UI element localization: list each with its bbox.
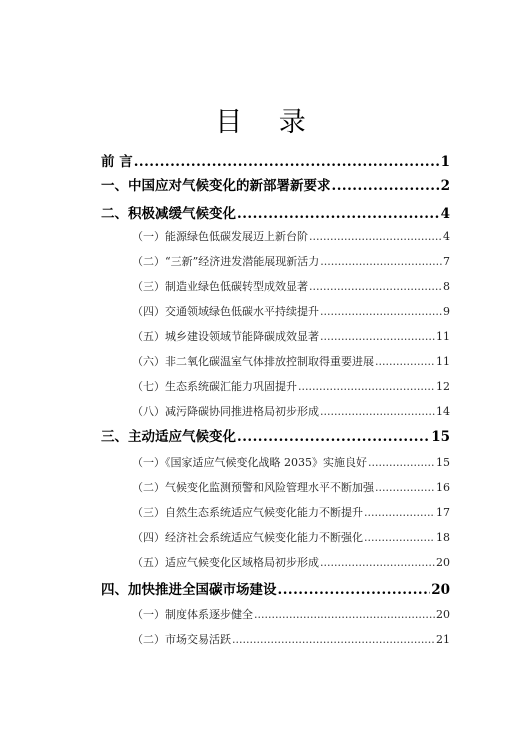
toc-leader-dots bbox=[375, 352, 435, 372]
toc-page-number: 16 bbox=[436, 481, 450, 494]
toc-section-entry[interactable] bbox=[132, 302, 450, 322]
toc-entry-label: （一）能源绿色低碳发展迈上新台阶 bbox=[132, 230, 308, 243]
toc-section-entry[interactable] bbox=[132, 528, 450, 548]
toc-page-number: 11 bbox=[436, 355, 450, 368]
toc-leader-dots bbox=[320, 302, 442, 322]
toc-leader-dots bbox=[364, 528, 435, 548]
toc-leader-dots bbox=[309, 277, 442, 297]
toc-entry-label: （三）自然生态系统适应气候变化能力不断提升 bbox=[132, 506, 363, 519]
toc-page-number: 20 bbox=[431, 582, 450, 598]
toc-section-entry[interactable] bbox=[132, 227, 450, 247]
toc-page-number: 11 bbox=[436, 330, 450, 343]
toc-entry-label: 前 言 bbox=[101, 154, 133, 170]
toc-page-number: 15 bbox=[431, 429, 450, 445]
toc-page-number: 18 bbox=[436, 531, 450, 544]
toc-section-entry[interactable] bbox=[132, 252, 450, 272]
toc-section-entry[interactable] bbox=[132, 478, 450, 498]
toc-leader-dots bbox=[320, 327, 435, 347]
toc-page-number: 15 bbox=[436, 456, 450, 469]
toc-page-number: 4 bbox=[440, 206, 450, 222]
toc-page-number: 4 bbox=[443, 230, 450, 243]
toc-entry-label: （四）经济社会系统适应气候变化能力不断强化 bbox=[132, 531, 363, 544]
toc-leader-dots bbox=[364, 503, 435, 523]
toc-leader-dots bbox=[232, 630, 435, 650]
toc-section-entry[interactable] bbox=[132, 605, 450, 625]
toc-section-entry[interactable] bbox=[132, 277, 450, 297]
toc-entry-label: （二）气候变化监测预警和风险管理水平不断加强 bbox=[132, 481, 374, 494]
toc-leader-dots bbox=[237, 202, 440, 226]
toc-leader-dots bbox=[134, 150, 440, 174]
toc-entry-label: 二、积极减缓气候变化 bbox=[101, 206, 236, 222]
toc-entry-label: （二）“三新”经济进发潜能展现新活力 bbox=[132, 255, 320, 268]
toc-entry-label: 一、中国应对气候变化的新部署新要求 bbox=[101, 178, 331, 194]
toc-page-number: 7 bbox=[443, 255, 450, 268]
toc-page-number: 20 bbox=[436, 608, 450, 621]
toc-entry-label: （七）生态系统碳汇能力巩固提升 bbox=[132, 380, 297, 393]
toc-page-number: 12 bbox=[436, 380, 450, 393]
toc-leader-dots bbox=[332, 174, 440, 198]
toc-entry-label: 三、主动适应气候变化 bbox=[101, 429, 236, 445]
toc-section-entry[interactable] bbox=[132, 327, 450, 347]
toc-entry-label: （五）城乡建设领域节能降碳成效显著 bbox=[132, 330, 319, 343]
toc-entry-label: （三）制造业绿色低碳转型成效显著 bbox=[132, 280, 308, 293]
toc-section-entry[interactable] bbox=[132, 453, 450, 473]
toc-entry-label: （一）制度体系逐步健全 bbox=[132, 608, 253, 621]
toc-entry-label: （五）适应气候变化区域格局初步形成 bbox=[132, 556, 319, 569]
toc-entry-label: （六）非二氧化碳温室气体排放控制取得重要进展 bbox=[132, 355, 374, 368]
toc-section-entry[interactable] bbox=[132, 553, 450, 573]
toc-chapter-entry[interactable] bbox=[101, 174, 450, 198]
toc-leader-dots bbox=[320, 553, 435, 573]
toc-entry-label: （八）减污降碳协同推进格局初步形成 bbox=[132, 405, 319, 418]
toc-chapter-entry[interactable] bbox=[101, 150, 450, 174]
toc-leader-dots bbox=[237, 425, 430, 449]
toc-entry-label: （一）《国家适应气候变化战略 2035》实施良好 bbox=[132, 456, 367, 469]
toc-section-entry[interactable] bbox=[132, 503, 450, 523]
toc-entry-label: （二）市场交易活跃 bbox=[132, 633, 231, 646]
toc-page-number: 2 bbox=[440, 178, 450, 194]
toc-leader-dots bbox=[309, 227, 442, 247]
page-title: 目 录 bbox=[215, 107, 320, 138]
toc-page-number: 1 bbox=[440, 154, 450, 170]
toc-page-number: 21 bbox=[436, 633, 450, 646]
toc-page-number: 8 bbox=[443, 280, 450, 293]
toc-leader-dots bbox=[298, 377, 435, 397]
toc-section-entry[interactable] bbox=[132, 402, 450, 422]
toc-leader-dots bbox=[320, 252, 442, 272]
toc-chapter-entry[interactable] bbox=[101, 578, 450, 602]
toc-page-number: 9 bbox=[443, 305, 450, 318]
toc-chapter-entry[interactable] bbox=[101, 202, 450, 226]
toc-section-entry[interactable] bbox=[132, 377, 450, 397]
toc-leader-dots bbox=[320, 402, 435, 422]
toc-entry-label: （四）交通领域绿色低碳水平持续提升 bbox=[132, 305, 319, 318]
toc-page-number: 17 bbox=[436, 506, 450, 519]
toc-leader-dots bbox=[278, 578, 431, 602]
toc-page-number: 14 bbox=[436, 405, 450, 418]
toc-section-entry[interactable] bbox=[132, 630, 450, 650]
toc-chapter-entry[interactable] bbox=[101, 425, 450, 449]
toc-section-entry[interactable] bbox=[132, 352, 450, 372]
toc-leader-dots bbox=[254, 605, 435, 625]
toc-leader-dots bbox=[375, 478, 435, 498]
toc-page-number: 20 bbox=[436, 556, 450, 569]
toc-entry-label: 四、加快推进全国碳市场建设 bbox=[101, 582, 277, 598]
toc-leader-dots bbox=[368, 453, 435, 473]
